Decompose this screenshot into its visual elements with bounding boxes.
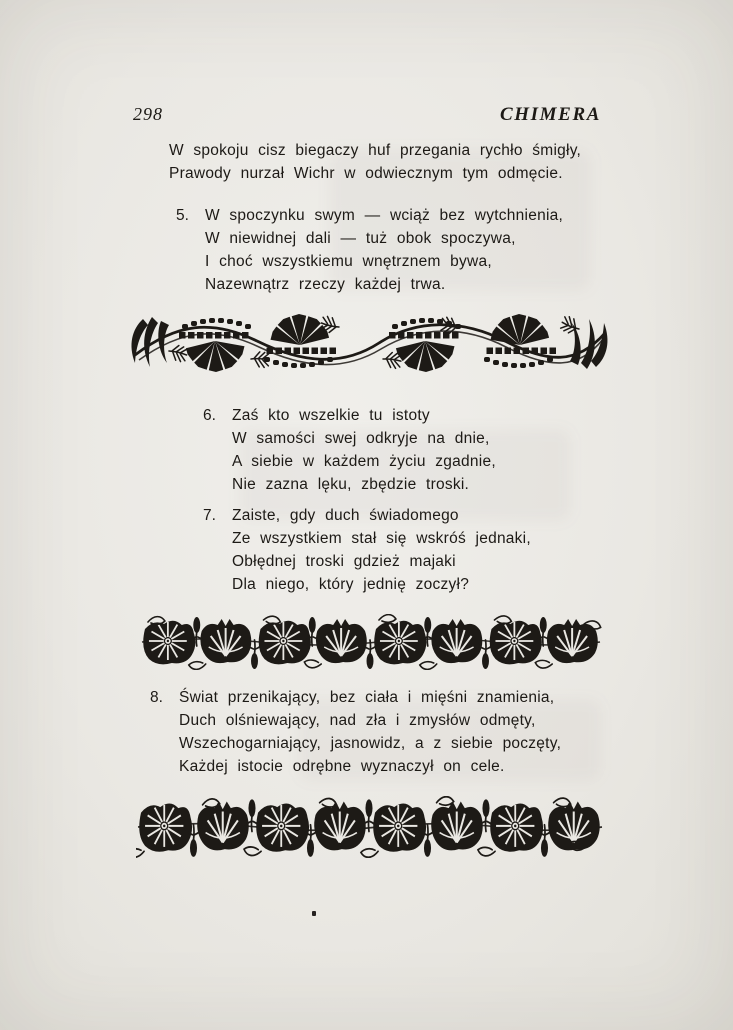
stanza-lines (205, 204, 563, 296)
poem-line: W samości swej odkryje na dnie, (232, 430, 490, 447)
stanza-number: 8. (150, 689, 163, 706)
poem-line: Wszechogarniający, jasnowidz, a z siebie poczęty, (179, 735, 562, 752)
stanza-number: 7. (203, 507, 216, 524)
poem-line: Zaiste, gdy duch świadomego (232, 507, 459, 524)
floral-ornament-band (136, 796, 604, 863)
stanza-5 (176, 204, 563, 296)
poem-line: A siebie w każdem życiu zgadnie, (232, 453, 496, 470)
poem-line: I choć wszystkiemu wnętrznem bywa, (205, 253, 492, 270)
couplet (169, 139, 581, 185)
poem-line: Obłędnej troski gdzież majaki (232, 553, 456, 570)
wave-eye-band-icon (127, 313, 612, 373)
running-head (133, 104, 601, 130)
poem-line: Dla niego, który jednię zoczył? (232, 576, 470, 593)
stanza-lines (232, 404, 496, 496)
floral-band-icon (136, 796, 604, 858)
poem-line: Świat przenikający, bez ciała i mięśni znamienia, (179, 689, 555, 706)
poem-line: W spokoju cisz biegaczy huf przegania rychło śmigły, (169, 142, 582, 159)
poem-line: W spoczynku swym — wciąż bez wytchnienia, (205, 207, 564, 224)
journal-title: CHIMERA (500, 104, 601, 125)
poem-line: Prawody nurzał Wichr w odwiecznym tym odmęcie. (169, 165, 563, 182)
stanza-7 (203, 504, 531, 596)
floral-band-icon (140, 614, 602, 670)
stanza-number: 6. (203, 407, 216, 424)
wave-eye-ornament-band (127, 313, 612, 378)
stanza-lines (179, 686, 561, 778)
poem-line: Ze wszystkiem stał się wskróś jednaki, (232, 530, 531, 547)
poem-line: Nazewnątrz rzeczy każdej trwa. (205, 276, 446, 293)
ink-speck (312, 911, 316, 916)
stanza-number: 5. (176, 207, 189, 224)
floral-ornament-band (140, 614, 602, 675)
poem-line: Zaś kto wszelkie tu istoty (232, 407, 430, 424)
page-number: 298 (133, 104, 163, 124)
poem-line: W niewidnej dali — tuż obok spoczywa, (205, 230, 516, 247)
poem-line: Każdej istocie odrębne wyznaczył on cele. (179, 758, 505, 775)
stanza-lines (232, 504, 531, 596)
poem-line: Duch olśniewający, nad zła i zmysłów odmęty, (179, 712, 536, 729)
poem-line: Nie zazna lęku, zbędzie troski. (232, 476, 470, 493)
stanza-8 (150, 686, 561, 778)
stanza-6 (203, 404, 496, 496)
